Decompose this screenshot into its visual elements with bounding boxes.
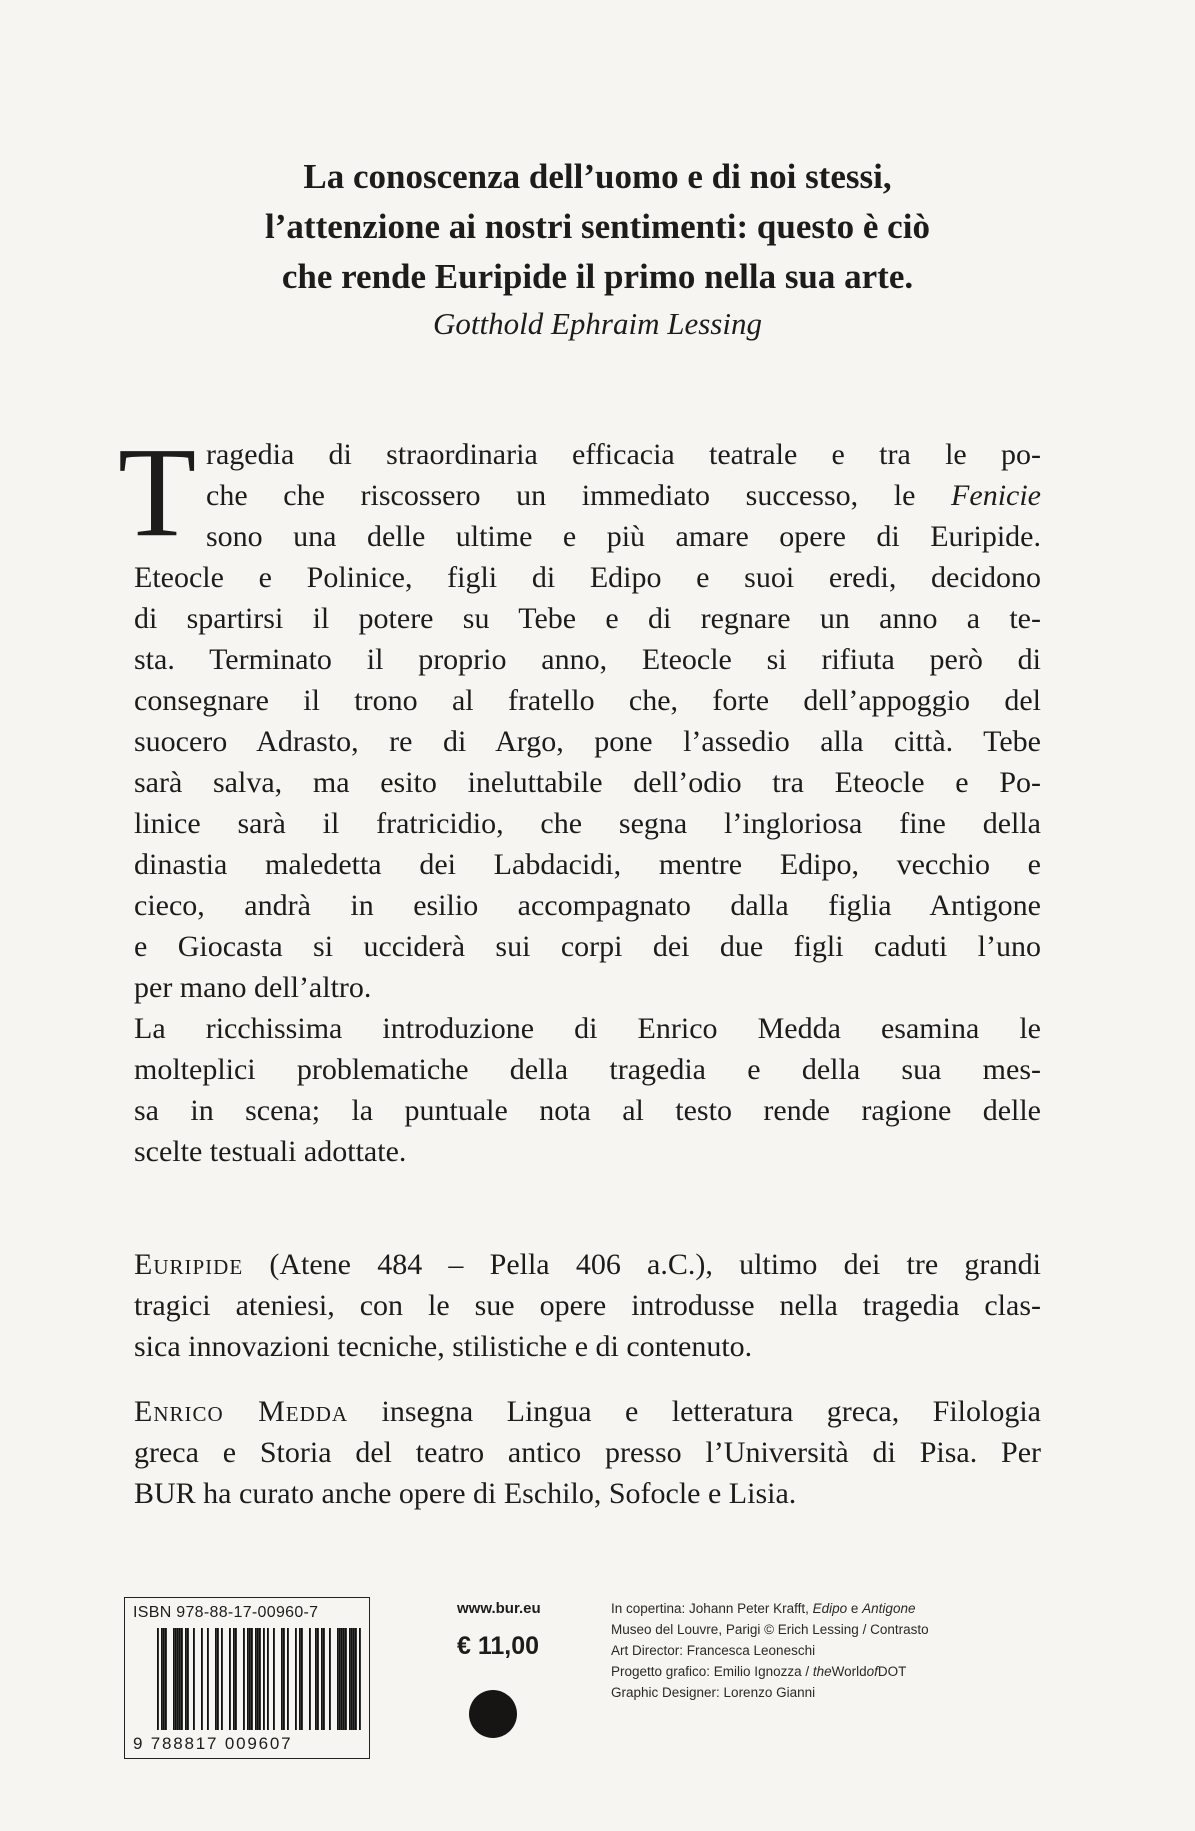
barcode-bar [257,1628,259,1730]
price: € 11,00 [457,1632,540,1660]
barcode-bar [345,1628,347,1730]
barcode-bar [353,1628,355,1730]
credit-title: Edipo [812,1601,848,1616]
barcode-bar [299,1628,301,1730]
barcode-bar [259,1628,261,1730]
barcode-bar [343,1628,345,1730]
epigraph-line: l’attenzione ai nostri sentimenti: questo è ciò [265,207,930,246]
barcode-bar [177,1628,179,1730]
bio-name: Enrico Medda [134,1395,349,1428]
synopsis-line: sa in scena; la puntuale nota al testo rende ragione delle [134,1094,1041,1127]
barcode-bar [217,1628,219,1730]
barcode-bar [359,1628,361,1730]
barcode-bar [341,1628,343,1730]
bio-line [134,1244,1041,1285]
barcode-bar [295,1628,297,1730]
barcode-bar [187,1628,189,1730]
synopsis-line: di spartirsi il potere su Tebe e di regnare un anno a te- [134,602,1041,635]
barcode-bar [163,1628,165,1730]
bio-text: insegna Lingua e letteratura greca, Filologia [348,1395,1041,1428]
credit-line: Museo del Louvre, Parigi © Erich Lessing / Contrasto [611,1622,929,1637]
barcode-bar [161,1628,163,1730]
barcode-bar [173,1628,175,1730]
barcode-bar [193,1628,195,1730]
barcode-bar [249,1628,251,1730]
barcode-bar [221,1628,223,1730]
barcode-bar [321,1628,323,1730]
synopsis-line: scelte testuali adottate. [134,1135,407,1168]
credit-line: Art Director: Francesca Leoneschi [611,1643,816,1658]
synopsis-line: linice sarà il fratricidio, che segna l’ingloriosa fine della [134,807,1041,840]
barcode-bar [157,1628,159,1730]
barcode-bar [355,1628,357,1730]
barcode-bar [233,1628,235,1730]
barcode-bar [247,1628,249,1730]
synopsis-line-text: che che riscossero un immediato successo, le [206,479,952,512]
barcode-bar [309,1628,311,1730]
credit-line [611,1661,929,1682]
publisher-logo-dot [469,1690,517,1738]
barcode-bar [207,1628,209,1730]
editor-bio-medda [134,1391,1041,1514]
barcode-bar [349,1628,351,1730]
barcode-bar [175,1628,177,1730]
epigraph [130,152,1065,346]
credit-title: Antigone [862,1601,916,1616]
barcode-bar [165,1628,167,1730]
barcode-bar [263,1628,265,1730]
synopsis-line: cieco, andrà in esilio accompagnato dalla figlia Antigone [134,889,1041,922]
barcode-bar [337,1628,339,1730]
credit-text: of [866,1664,878,1679]
synopsis-line: sono una delle ultime e più amare opere di Euripide. [206,520,1041,553]
barcode-bar [287,1628,289,1730]
synopsis-line: e Giocasta si ucciderà sui corpi dei due figli caduti l’uno [134,930,1041,963]
credit-text: e [847,1601,863,1616]
bio-line: tragici ateniesi, con le sue opere introdusse nella tragedia clas- [134,1289,1041,1322]
barcode-bar [301,1628,303,1730]
synopsis-line: per mano dell’altro. [134,971,372,1004]
synopsis-line: molteplici problematiche della tragedia e della sua mes- [134,1053,1041,1086]
barcode-bar [273,1628,275,1730]
isbn-barcode [124,1597,370,1759]
synopsis-line [134,475,1041,516]
barcode-bar [315,1628,317,1730]
bio-line: greca e Storia del teatro antico presso l’Università di Pisa. Per [134,1436,1041,1469]
bio-text: (Atene 484 – Pella 406 a.C.), ultimo dei tre grandi [243,1248,1041,1281]
publisher-website: www.bur.eu [457,1600,541,1617]
barcode-bar [329,1628,331,1730]
barcode-bar [339,1628,341,1730]
barcode-bar [281,1628,283,1730]
barcode-bar [235,1628,237,1730]
credit-text: In copertina: Johann Peter Krafft, [611,1601,813,1616]
barcode-bar [181,1628,183,1730]
barcode-bar [201,1628,203,1730]
synopsis-line: Eteocle e Polinice, figli di Edipo e suoi eredi, decidono [134,561,1041,594]
barcode-bar [243,1628,245,1730]
synopsis-line: La ricchissima introduzione di Enrico Medda esamina le [134,1012,1041,1045]
drop-cap: T [118,421,197,563]
barcode-bar [215,1628,217,1730]
synopsis-line: consegnare il trono al fratello che, forte dell’appoggio del [134,684,1041,717]
synopsis [134,434,1041,1172]
synopsis-line: ragedia di straordinaria efficacia teatrale e tra le po- [206,438,1041,471]
barcode-bar [251,1628,253,1730]
barcode-bar [185,1628,187,1730]
bio-line [134,1391,1041,1432]
barcode-bar [179,1628,181,1730]
play-title: Fenicie [951,479,1041,512]
synopsis-line: dinastia maledetta dei Labdacidi, mentre Edipo, vecchio e [134,848,1041,881]
barcode-bar [351,1628,353,1730]
author-bio-euripide [134,1244,1041,1367]
synopsis-line: suocero Adrasto, re di Argo, pone l’assedio alla città. Tebe [134,725,1041,758]
synopsis-line: sarà salva, ma esito ineluttabile dell’odio tra Eteocle e Po- [134,766,1041,799]
isbn-label: ISBN 978-88-17-00960-7 [133,1604,319,1621]
credit-text: Progetto grafico: Emilio Ignozza / [611,1664,813,1679]
cover-credits [611,1598,929,1703]
barcode-bar [323,1628,325,1730]
barcode-bar [229,1628,231,1730]
credit-text: World [831,1664,867,1679]
credit-text: the [812,1664,832,1679]
barcode-bar [255,1628,257,1730]
credit-line [611,1598,929,1619]
ean-digits: 9 788817 009607 [133,1734,293,1753]
barcode-bar [317,1628,319,1730]
bio-line: sica innovazioni tecniche, stilistiche e di contenuto. [134,1330,753,1363]
synopsis-line: sta. Terminato il proprio anno, Eteocle si rifiuta però di [134,643,1041,676]
epigraph-line: che rende Euripide il primo nella sua arte. [281,257,914,296]
credit-line: Graphic Designer: Lorenzo Gianni [611,1685,816,1700]
barcode-bar [283,1628,285,1730]
bio-line: BUR ha curato anche opere di Eschilo, Sofocle e Lisia. [134,1477,797,1510]
epigraph-author: Gotthold Ephraim Lessing [433,306,762,341]
epigraph-line: La conoscenza dell’uomo e di noi stessi, [303,157,892,196]
credit-text: DOT [877,1664,907,1679]
barcode-bars [157,1628,361,1730]
bio-name: Euripide [134,1248,244,1281]
barcode-bar [267,1628,269,1730]
